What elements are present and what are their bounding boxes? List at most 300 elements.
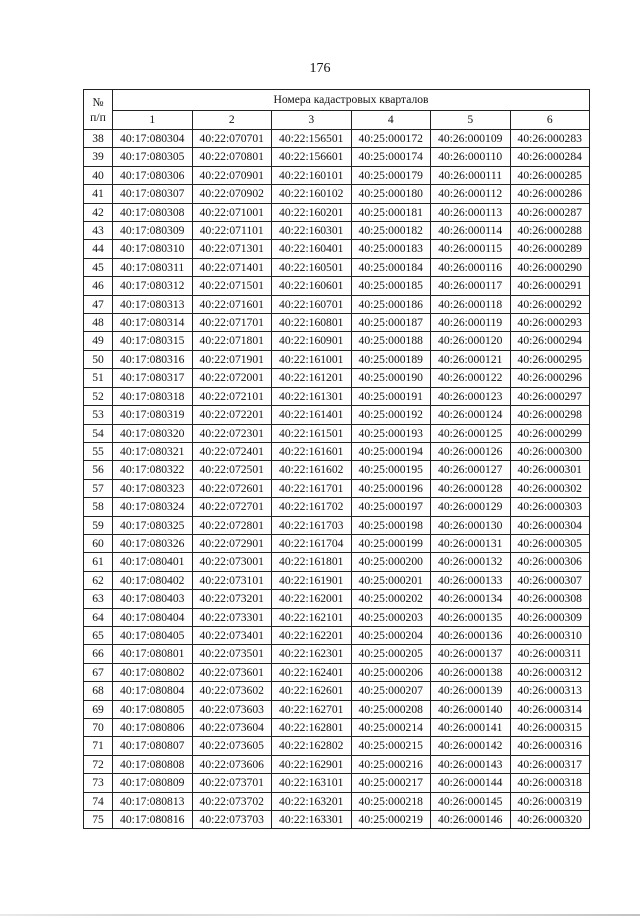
cadastral-number-cell: 40:25:000201 — [351, 571, 431, 589]
cadastral-number-cell: 40:22:072501 — [192, 461, 272, 479]
row-number-cell: 42 — [84, 203, 113, 221]
cadastral-number-cell: 40:22:160401 — [272, 240, 352, 258]
table-row — [84, 645, 590, 663]
column-number: 1 — [113, 111, 193, 130]
table-row — [84, 461, 590, 479]
row-number-header — [84, 90, 113, 130]
table-row — [84, 516, 590, 534]
cadastral-number-cell: 40:17:080806 — [113, 719, 193, 737]
row-number-cell: 61 — [84, 553, 113, 571]
row-number-cell: 53 — [84, 406, 113, 424]
cadastral-number-cell: 40:25:000215 — [351, 737, 431, 755]
row-number-cell: 44 — [84, 240, 113, 258]
table-row — [84, 258, 590, 276]
cadastral-number-cell: 40:26:000136 — [431, 626, 511, 644]
cadastral-number-cell: 40:26:000292 — [510, 295, 590, 313]
column-number: 5 — [431, 111, 511, 130]
cadastral-number-cell: 40:22:163301 — [272, 811, 352, 829]
table-row — [84, 424, 590, 442]
cadastral-number-cell: 40:26:000135 — [431, 608, 511, 626]
cadastral-number-cell: 40:26:000291 — [510, 277, 590, 295]
cadastral-number-cell: 40:17:080314 — [113, 314, 193, 332]
cadastral-number-cell: 40:26:000283 — [510, 130, 590, 148]
row-number-cell: 47 — [84, 295, 113, 313]
cadastral-number-cell: 40:22:163101 — [272, 774, 352, 792]
cadastral-number-cell: 40:22:160701 — [272, 295, 352, 313]
cadastral-number-cell: 40:22:070901 — [192, 166, 272, 184]
cadastral-number-cell: 40:17:080326 — [113, 534, 193, 552]
cadastral-number-cell: 40:22:072801 — [192, 516, 272, 534]
cadastral-number-cell: 40:22:073401 — [192, 626, 272, 644]
cadastral-number-cell: 40:25:000182 — [351, 222, 431, 240]
cadastral-number-cell: 40:26:000313 — [510, 682, 590, 700]
table-row — [84, 792, 590, 810]
cadastral-number-cell: 40:22:161301 — [272, 387, 352, 405]
cadastral-number-cell: 40:25:000218 — [351, 792, 431, 810]
cadastral-number-cell: 40:17:080319 — [113, 406, 193, 424]
cadastral-number-cell: 40:25:000206 — [351, 663, 431, 681]
cadastral-number-cell: 40:17:080807 — [113, 737, 193, 755]
cadastral-number-cell: 40:25:000192 — [351, 406, 431, 424]
table-row — [84, 719, 590, 737]
cadastral-number-cell: 40:22:162901 — [272, 755, 352, 773]
table-row — [84, 700, 590, 718]
cadastral-number-cell: 40:22:160102 — [272, 185, 352, 203]
row-number-sign: № — [92, 95, 104, 109]
cadastral-number-cell: 40:26:000130 — [431, 516, 511, 534]
cadastral-number-cell: 40:25:000181 — [351, 203, 431, 221]
row-number-cell: 39 — [84, 148, 113, 166]
cadastral-number-cell: 40:26:000143 — [431, 755, 511, 773]
cadastral-number-cell: 40:22:071601 — [192, 295, 272, 313]
cadastral-number-cell: 40:17:080310 — [113, 240, 193, 258]
cadastral-number-cell: 40:25:000189 — [351, 350, 431, 368]
cadastral-number-cell: 40:22:072201 — [192, 406, 272, 424]
cadastral-number-cell: 40:17:080324 — [113, 498, 193, 516]
cadastral-number-cell: 40:26:000320 — [510, 811, 590, 829]
cadastral-number-cell: 40:17:080307 — [113, 185, 193, 203]
cadastral-number-cell: 40:26:000120 — [431, 332, 511, 350]
cadastral-number-cell: 40:26:000288 — [510, 222, 590, 240]
cadastral-number-cell: 40:25:000195 — [351, 461, 431, 479]
cadastral-number-cell: 40:17:080309 — [113, 222, 193, 240]
scan-edge-line — [0, 914, 640, 916]
cadastral-number-cell: 40:22:161501 — [272, 424, 352, 442]
table-row — [84, 442, 590, 460]
cadastral-number-cell: 40:22:072001 — [192, 369, 272, 387]
cadastral-number-cell: 40:25:000186 — [351, 295, 431, 313]
cadastral-number-cell: 40:26:000113 — [431, 203, 511, 221]
cadastral-number-cell: 40:22:073605 — [192, 737, 272, 755]
row-number-cell: 68 — [84, 682, 113, 700]
cadastral-number-cell: 40:26:000116 — [431, 258, 511, 276]
row-number-cell: 62 — [84, 571, 113, 589]
cadastral-number-cell: 40:25:000197 — [351, 498, 431, 516]
row-number-cell: 60 — [84, 534, 113, 552]
cadastral-number-cell: 40:26:000112 — [431, 185, 511, 203]
cadastral-number-cell: 40:22:161601 — [272, 442, 352, 460]
column-number: 6 — [510, 111, 590, 130]
cadastral-number-cell: 40:25:000204 — [351, 626, 431, 644]
cadastral-number-cell: 40:22:161201 — [272, 369, 352, 387]
cadastral-number-cell: 40:26:000308 — [510, 590, 590, 608]
cadastral-number-cell: 40:22:070801 — [192, 148, 272, 166]
column-number: 4 — [351, 111, 431, 130]
row-number-cell: 40 — [84, 166, 113, 184]
cadastral-number-cell: 40:22:071401 — [192, 258, 272, 276]
cadastral-number-cell: 40:17:080321 — [113, 442, 193, 460]
row-number-cell: 49 — [84, 332, 113, 350]
group-title: Номера кадастровых кварталов — [113, 90, 590, 111]
cadastral-number-cell: 40:25:000217 — [351, 774, 431, 792]
cadastral-number-cell: 40:26:000296 — [510, 369, 590, 387]
cadastral-number-cell: 40:22:161602 — [272, 461, 352, 479]
cadastral-number-cell: 40:25:000208 — [351, 700, 431, 718]
cadastral-number-cell: 40:26:000138 — [431, 663, 511, 681]
cadastral-number-cell: 40:22:162802 — [272, 737, 352, 755]
table-row — [84, 222, 590, 240]
cadastral-number-cell: 40:17:080315 — [113, 332, 193, 350]
cadastral-number-cell: 40:22:162101 — [272, 608, 352, 626]
cadastral-number-cell: 40:26:000306 — [510, 553, 590, 571]
cadastral-number-cell: 40:26:000123 — [431, 387, 511, 405]
cadastral-number-cell: 40:25:000191 — [351, 387, 431, 405]
table-header — [84, 90, 590, 130]
cadastral-number-cell: 40:25:000187 — [351, 314, 431, 332]
cadastral-number-cell: 40:17:080306 — [113, 166, 193, 184]
cadastral-number-cell: 40:22:160201 — [272, 203, 352, 221]
cadastral-number-cell: 40:22:160501 — [272, 258, 352, 276]
cadastral-number-cell: 40:26:000318 — [510, 774, 590, 792]
cadastral-number-cell: 40:22:073101 — [192, 571, 272, 589]
row-number-cell: 51 — [84, 369, 113, 387]
cadastral-number-cell: 40:22:163201 — [272, 792, 352, 810]
cadastral-number-cell: 40:26:000119 — [431, 314, 511, 332]
cadastral-number-cell: 40:22:073602 — [192, 682, 272, 700]
cadastral-number-cell: 40:17:080323 — [113, 479, 193, 497]
cadastral-number-cell: 40:26:000126 — [431, 442, 511, 460]
cadastral-number-cell: 40:26:000140 — [431, 700, 511, 718]
table-row — [84, 534, 590, 552]
cadastral-number-cell: 40:26:000319 — [510, 792, 590, 810]
cadastral-number-cell: 40:22:162201 — [272, 626, 352, 644]
cadastral-number-cell: 40:22:071801 — [192, 332, 272, 350]
cadastral-number-cell: 40:17:080405 — [113, 626, 193, 644]
cadastral-number-cell: 40:17:080808 — [113, 755, 193, 773]
cadastral-number-cell: 40:26:000129 — [431, 498, 511, 516]
cadastral-number-cell: 40:26:000303 — [510, 498, 590, 516]
cadastral-number-cell: 40:26:000311 — [510, 645, 590, 663]
cadastral-number-cell: 40:17:080312 — [113, 277, 193, 295]
table-row — [84, 185, 590, 203]
cadastral-number-cell: 40:26:000118 — [431, 295, 511, 313]
cadastral-number-cell: 40:26:000289 — [510, 240, 590, 258]
row-number-cell: 73 — [84, 774, 113, 792]
cadastral-number-cell: 40:22:160101 — [272, 166, 352, 184]
row-number-cell: 69 — [84, 700, 113, 718]
cadastral-number-cell: 40:26:000307 — [510, 571, 590, 589]
row-number-cell: 59 — [84, 516, 113, 534]
cadastral-number-cell: 40:26:000127 — [431, 461, 511, 479]
cadastral-number-cell: 40:26:000312 — [510, 663, 590, 681]
cadastral-number-cell: 40:26:000316 — [510, 737, 590, 755]
cadastral-number-cell: 40:17:080304 — [113, 130, 193, 148]
cadastral-number-cell: 40:26:000110 — [431, 148, 511, 166]
cadastral-number-cell: 40:25:000216 — [351, 755, 431, 773]
table-row — [84, 240, 590, 258]
cadastral-number-cell: 40:17:080320 — [113, 424, 193, 442]
row-number-cell: 64 — [84, 608, 113, 626]
cadastral-number-cell: 40:25:000193 — [351, 424, 431, 442]
cadastral-number-cell: 40:22:161901 — [272, 571, 352, 589]
cadastral-number-cell: 40:22:162401 — [272, 663, 352, 681]
table-row — [84, 626, 590, 644]
cadastral-number-cell: 40:26:000117 — [431, 277, 511, 295]
cadastral-number-cell: 40:26:000299 — [510, 424, 590, 442]
cadastral-number-cell: 40:22:073606 — [192, 755, 272, 773]
cadastral-number-cell: 40:26:000142 — [431, 737, 511, 755]
cadastral-number-cell: 40:22:161001 — [272, 350, 352, 368]
row-number-cell: 75 — [84, 811, 113, 829]
cadastral-number-cell: 40:26:000115 — [431, 240, 511, 258]
cadastral-number-cell: 40:26:000293 — [510, 314, 590, 332]
table-row — [84, 498, 590, 516]
table-row — [84, 148, 590, 166]
cadastral-number-cell: 40:25:000205 — [351, 645, 431, 663]
cadastral-number-cell: 40:26:000300 — [510, 442, 590, 460]
cadastral-number-cell: 40:26:000114 — [431, 222, 511, 240]
cadastral-number-cell: 40:25:000180 — [351, 185, 431, 203]
cadastral-number-cell: 40:26:000137 — [431, 645, 511, 663]
cadastral-number-cell: 40:26:000132 — [431, 553, 511, 571]
table-row — [84, 314, 590, 332]
cadastral-number-cell: 40:17:080318 — [113, 387, 193, 405]
row-number-cell: 58 — [84, 498, 113, 516]
cadastral-number-cell: 40:25:000185 — [351, 277, 431, 295]
cadastral-number-cell: 40:25:000184 — [351, 258, 431, 276]
row-number-cell: 54 — [84, 424, 113, 442]
row-number-cell: 70 — [84, 719, 113, 737]
row-number-cell: 66 — [84, 645, 113, 663]
cadastral-number-cell: 40:22:073603 — [192, 700, 272, 718]
row-number-abbrev: п/п — [90, 110, 106, 124]
table-row — [84, 737, 590, 755]
cadastral-number-cell: 40:26:000287 — [510, 203, 590, 221]
row-number-cell: 41 — [84, 185, 113, 203]
cadastral-number-cell: 40:26:000124 — [431, 406, 511, 424]
cadastral-number-cell: 40:26:000285 — [510, 166, 590, 184]
table-row — [84, 203, 590, 221]
cadastral-number-cell: 40:22:073001 — [192, 553, 272, 571]
cadastral-number-cell: 40:17:080311 — [113, 258, 193, 276]
row-number-cell: 48 — [84, 314, 113, 332]
cadastral-number-cell: 40:17:080403 — [113, 590, 193, 608]
table-row — [84, 608, 590, 626]
cadastral-number-cell: 40:22:072101 — [192, 387, 272, 405]
cadastral-number-cell: 40:25:000202 — [351, 590, 431, 608]
table-row — [84, 387, 590, 405]
cadastral-number-cell: 40:22:160301 — [272, 222, 352, 240]
table-row — [84, 166, 590, 184]
cadastral-number-cell: 40:17:080805 — [113, 700, 193, 718]
cadastral-number-cell: 40:17:080813 — [113, 792, 193, 810]
cadastral-number-cell: 40:17:080325 — [113, 516, 193, 534]
cadastral-number-cell: 40:17:080816 — [113, 811, 193, 829]
cadastral-number-cell: 40:22:161401 — [272, 406, 352, 424]
cadastral-number-cell: 40:17:080809 — [113, 774, 193, 792]
cadastral-number-cell: 40:25:000214 — [351, 719, 431, 737]
cadastral-number-cell: 40:26:000134 — [431, 590, 511, 608]
table-row — [84, 682, 590, 700]
cadastral-number-cell: 40:22:156601 — [272, 148, 352, 166]
cadastral-number-cell: 40:17:080404 — [113, 608, 193, 626]
cadastral-number-cell: 40:22:071101 — [192, 222, 272, 240]
column-number: 3 — [272, 111, 352, 130]
cadastral-number-cell: 40:17:080308 — [113, 203, 193, 221]
cadastral-number-cell: 40:26:000144 — [431, 774, 511, 792]
table-row — [84, 571, 590, 589]
table-row — [84, 332, 590, 350]
cadastral-number-cell: 40:26:000286 — [510, 185, 590, 203]
row-number-cell: 46 — [84, 277, 113, 295]
table-row — [84, 774, 590, 792]
cadastral-number-cell: 40:26:000294 — [510, 332, 590, 350]
cadastral-number-cell: 40:26:000111 — [431, 166, 511, 184]
cadastral-number-cell: 40:22:156501 — [272, 130, 352, 148]
cadastral-number-cell: 40:22:162301 — [272, 645, 352, 663]
cadastral-number-cell: 40:22:070902 — [192, 185, 272, 203]
cadastral-number-cell: 40:22:073701 — [192, 774, 272, 792]
cadastral-number-cell: 40:22:072701 — [192, 498, 272, 516]
row-number-cell: 67 — [84, 663, 113, 681]
cadastral-number-cell: 40:17:080804 — [113, 682, 193, 700]
page-number: 176 — [309, 61, 331, 76]
cadastral-number-cell: 40:22:162601 — [272, 682, 352, 700]
cadastral-number-cell: 40:22:162001 — [272, 590, 352, 608]
cadastral-number-cell: 40:25:000219 — [351, 811, 431, 829]
cadastral-number-cell: 40:26:000128 — [431, 479, 511, 497]
row-number-cell: 38 — [84, 130, 113, 148]
cadastral-number-cell: 40:22:161701 — [272, 479, 352, 497]
cadastral-number-cell: 40:22:162801 — [272, 719, 352, 737]
cadastral-number-cell: 40:26:000305 — [510, 534, 590, 552]
cadastral-number-cell: 40:17:080322 — [113, 461, 193, 479]
cadastral-number-cell: 40:26:000315 — [510, 719, 590, 737]
table-row — [84, 590, 590, 608]
cadastral-number-cell: 40:22:072401 — [192, 442, 272, 460]
cadastral-number-cell: 40:22:073201 — [192, 590, 272, 608]
cadastral-number-cell: 40:22:161702 — [272, 498, 352, 516]
cadastral-quarters-table — [83, 89, 590, 829]
row-number-cell: 56 — [84, 461, 113, 479]
cadastral-number-cell: 40:26:000109 — [431, 130, 511, 148]
table-row — [84, 130, 590, 148]
row-number-cell: 55 — [84, 442, 113, 460]
cadastral-number-cell: 40:25:000194 — [351, 442, 431, 460]
cadastral-number-cell: 40:26:000284 — [510, 148, 590, 166]
cadastral-number-cell: 40:26:000125 — [431, 424, 511, 442]
table-row — [84, 369, 590, 387]
row-number-cell: 50 — [84, 350, 113, 368]
cadastral-number-cell: 40:26:000304 — [510, 516, 590, 534]
cadastral-number-cell: 40:26:000146 — [431, 811, 511, 829]
cadastral-number-cell: 40:25:000200 — [351, 553, 431, 571]
cadastral-number-cell: 40:25:000207 — [351, 682, 431, 700]
row-number-cell: 52 — [84, 387, 113, 405]
cadastral-number-cell: 40:26:000314 — [510, 700, 590, 718]
cadastral-number-cell: 40:26:000290 — [510, 258, 590, 276]
table-row — [84, 755, 590, 773]
cadastral-number-cell: 40:26:000298 — [510, 406, 590, 424]
row-number-cell: 71 — [84, 737, 113, 755]
cadastral-number-cell: 40:22:072901 — [192, 534, 272, 552]
cadastral-number-cell: 40:17:080313 — [113, 295, 193, 313]
cadastral-number-cell: 40:22:073301 — [192, 608, 272, 626]
cadastral-number-cell: 40:22:161704 — [272, 534, 352, 552]
table-row — [84, 295, 590, 313]
cadastral-number-cell: 40:22:160901 — [272, 332, 352, 350]
cadastral-number-cell: 40:26:000302 — [510, 479, 590, 497]
cadastral-number-cell: 40:17:080802 — [113, 663, 193, 681]
cadastral-number-cell: 40:22:073703 — [192, 811, 272, 829]
cadastral-number-cell: 40:22:160801 — [272, 314, 352, 332]
cadastral-number-cell: 40:26:000141 — [431, 719, 511, 737]
row-number-cell: 63 — [84, 590, 113, 608]
cadastral-number-cell: 40:22:161801 — [272, 553, 352, 571]
row-number-cell: 57 — [84, 479, 113, 497]
cadastral-number-cell: 40:22:073501 — [192, 645, 272, 663]
cadastral-number-cell: 40:22:161703 — [272, 516, 352, 534]
cadastral-number-cell: 40:22:071901 — [192, 350, 272, 368]
cadastral-number-cell: 40:22:070701 — [192, 130, 272, 148]
row-number-cell: 45 — [84, 258, 113, 276]
row-number-cell: 74 — [84, 792, 113, 810]
row-number-cell: 65 — [84, 626, 113, 644]
cadastral-number-cell: 40:25:000183 — [351, 240, 431, 258]
cadastral-number-cell: 40:25:000172 — [351, 130, 431, 148]
cadastral-number-cell: 40:25:000179 — [351, 166, 431, 184]
cadastral-number-cell: 40:26:000317 — [510, 755, 590, 773]
column-number: 2 — [192, 111, 272, 130]
cadastral-number-cell: 40:26:000133 — [431, 571, 511, 589]
cadastral-number-cell: 40:22:162701 — [272, 700, 352, 718]
cadastral-number-cell: 40:25:000190 — [351, 369, 431, 387]
table-body — [84, 130, 590, 829]
cadastral-number-cell: 40:25:000188 — [351, 332, 431, 350]
cadastral-number-cell: 40:26:000301 — [510, 461, 590, 479]
cadastral-number-cell: 40:22:071501 — [192, 277, 272, 295]
cadastral-number-cell: 40:25:000203 — [351, 608, 431, 626]
cadastral-number-cell: 40:22:160601 — [272, 277, 352, 295]
cadastral-number-cell: 40:22:071001 — [192, 203, 272, 221]
table-row — [84, 479, 590, 497]
cadastral-number-cell: 40:22:071701 — [192, 314, 272, 332]
cadastral-number-cell: 40:26:000309 — [510, 608, 590, 626]
cadastral-number-cell: 40:26:000139 — [431, 682, 511, 700]
cadastral-number-cell: 40:26:000131 — [431, 534, 511, 552]
table-row — [84, 277, 590, 295]
cadastral-number-cell: 40:17:080305 — [113, 148, 193, 166]
cadastral-number-cell: 40:17:080317 — [113, 369, 193, 387]
table-row — [84, 553, 590, 571]
cadastral-number-cell: 40:26:000297 — [510, 387, 590, 405]
cadastral-number-cell: 40:25:000196 — [351, 479, 431, 497]
table-row — [84, 406, 590, 424]
cadastral-number-cell: 40:17:080801 — [113, 645, 193, 663]
cadastral-number-cell: 40:26:000122 — [431, 369, 511, 387]
cadastral-number-cell: 40:25:000199 — [351, 534, 431, 552]
cadastral-number-cell: 40:26:000145 — [431, 792, 511, 810]
